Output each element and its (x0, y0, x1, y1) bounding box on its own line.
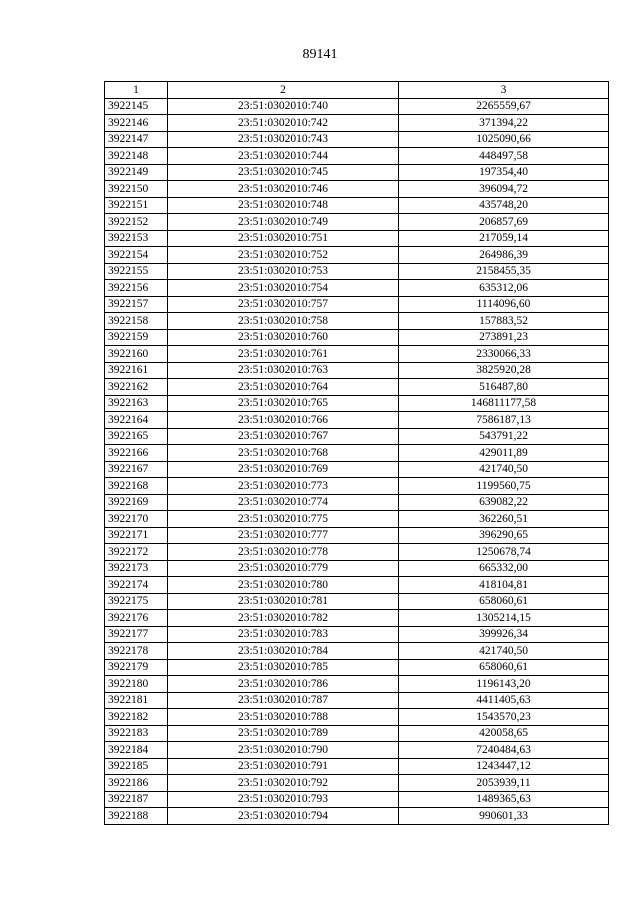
value-cell: 7240484,63 (399, 742, 609, 759)
value-cell: 2330066,33 (399, 346, 609, 363)
value-cell: 1305214,15 (399, 610, 609, 627)
value-cell: 435748,20 (399, 197, 609, 214)
cadastral-number-cell: 23:51:0302010:793 (168, 791, 399, 808)
cadastral-number-cell: 23:51:0302010:789 (168, 725, 399, 742)
table-row (105, 362, 609, 379)
row-number-cell: 3922159 (105, 329, 168, 346)
value-cell: 1196143,20 (399, 676, 609, 693)
cadastral-number-cell: 23:51:0302010:749 (168, 214, 399, 231)
value-cell: 1114096,60 (399, 296, 609, 313)
value-cell: 421740,50 (399, 461, 609, 478)
table-row (105, 395, 609, 412)
row-number-cell: 3922160 (105, 346, 168, 363)
cadastral-number-cell: 23:51:0302010:744 (168, 148, 399, 165)
value-cell: 543791,22 (399, 428, 609, 445)
row-number-cell: 3922185 (105, 758, 168, 775)
row-number-cell: 3922183 (105, 725, 168, 742)
row-number-cell: 3922165 (105, 428, 168, 445)
table-row (105, 263, 609, 280)
table-row (105, 791, 609, 808)
row-number-cell: 3922178 (105, 643, 168, 660)
row-number-cell: 3922172 (105, 544, 168, 561)
value-cell: 2158455,35 (399, 263, 609, 280)
table-row (105, 709, 609, 726)
table-row (105, 428, 609, 445)
row-number-cell: 3922156 (105, 280, 168, 297)
value-cell: 206857,69 (399, 214, 609, 231)
table-row (105, 544, 609, 561)
value-cell: 273891,23 (399, 329, 609, 346)
table-row (105, 296, 609, 313)
cadastral-number-cell: 23:51:0302010:764 (168, 379, 399, 396)
cadastral-number-cell: 23:51:0302010:773 (168, 478, 399, 495)
table-row (105, 412, 609, 429)
row-number-cell: 3922158 (105, 313, 168, 330)
row-number-cell: 3922147 (105, 131, 168, 148)
page-number: 89141 (302, 47, 338, 62)
table-row (105, 164, 609, 181)
table-row (105, 346, 609, 363)
row-number-cell: 3922187 (105, 791, 168, 808)
value-cell: 1199560,75 (399, 478, 609, 495)
row-number-cell: 3922153 (105, 230, 168, 247)
table-row (105, 181, 609, 198)
value-cell: 264986,39 (399, 247, 609, 264)
row-number-cell: 3922164 (105, 412, 168, 429)
table-row (105, 494, 609, 511)
table-body (105, 98, 609, 824)
row-number-cell: 3922163 (105, 395, 168, 412)
value-cell: 157883,52 (399, 313, 609, 330)
cadastral-number-cell: 23:51:0302010:792 (168, 775, 399, 792)
row-number-cell: 3922162 (105, 379, 168, 396)
table-row (105, 247, 609, 264)
cadastral-number-cell: 23:51:0302010:783 (168, 626, 399, 643)
value-cell: 1543570,23 (399, 709, 609, 726)
table-row (105, 379, 609, 396)
table-row (105, 610, 609, 627)
cadastral-number-cell: 23:51:0302010:782 (168, 610, 399, 627)
value-cell: 371394,22 (399, 115, 609, 132)
table-row (105, 593, 609, 610)
row-number-cell: 3922146 (105, 115, 168, 132)
value-cell: 421740,50 (399, 643, 609, 660)
value-cell: 418104,81 (399, 577, 609, 594)
cadastral-number-cell: 23:51:0302010:745 (168, 164, 399, 181)
table-row (105, 131, 609, 148)
cadastral-number-cell: 23:51:0302010:781 (168, 593, 399, 610)
row-number-cell: 3922148 (105, 148, 168, 165)
cadastral-number-cell: 23:51:0302010:765 (168, 395, 399, 412)
table-row (105, 197, 609, 214)
row-number-cell: 3922186 (105, 775, 168, 792)
cadastral-number-cell: 23:51:0302010:758 (168, 313, 399, 330)
value-cell: 665332,00 (399, 560, 609, 577)
cadastral-number-cell: 23:51:0302010:775 (168, 511, 399, 528)
table-row (105, 758, 609, 775)
table-row (105, 461, 609, 478)
row-number-cell: 3922176 (105, 610, 168, 627)
cadastral-number-cell: 23:51:0302010:761 (168, 346, 399, 363)
table-row (105, 98, 609, 115)
value-cell: 516487,80 (399, 379, 609, 396)
cadastral-number-cell: 23:51:0302010:769 (168, 461, 399, 478)
value-cell: 3825920,28 (399, 362, 609, 379)
value-cell: 1025090,66 (399, 131, 609, 148)
value-cell: 420058,65 (399, 725, 609, 742)
cadastral-number-cell: 23:51:0302010:740 (168, 98, 399, 115)
table-row (105, 445, 609, 462)
cadastral-number-cell: 23:51:0302010:780 (168, 577, 399, 594)
cadastral-number-cell: 23:51:0302010:791 (168, 758, 399, 775)
row-number-cell: 3922169 (105, 494, 168, 511)
cadastral-number-cell: 23:51:0302010:748 (168, 197, 399, 214)
row-number-cell: 3922145 (105, 98, 168, 115)
value-cell: 146811177,58 (399, 395, 609, 412)
table-row (105, 725, 609, 742)
table-row (105, 676, 609, 693)
table-row (105, 230, 609, 247)
row-number-cell: 3922168 (105, 478, 168, 495)
row-number-cell: 3922150 (105, 181, 168, 198)
row-number-cell: 3922166 (105, 445, 168, 462)
row-number-cell: 3922188 (105, 808, 168, 825)
row-number-cell: 3922171 (105, 527, 168, 544)
value-cell: 7586187,13 (399, 412, 609, 429)
cadastral-number-cell: 23:51:0302010:753 (168, 263, 399, 280)
value-cell: 217059,14 (399, 230, 609, 247)
value-cell: 399926,34 (399, 626, 609, 643)
value-cell: 429011,89 (399, 445, 609, 462)
row-number-cell: 3922184 (105, 742, 168, 759)
row-number-cell: 3922149 (105, 164, 168, 181)
cadastral-number-cell: 23:51:0302010:752 (168, 247, 399, 264)
cadastral-number-cell: 23:51:0302010:785 (168, 659, 399, 676)
cadastral-number-cell: 23:51:0302010:788 (168, 709, 399, 726)
column-header-3: 3 (399, 82, 609, 99)
value-cell: 197354,40 (399, 164, 609, 181)
table-row (105, 478, 609, 495)
row-number-cell: 3922179 (105, 659, 168, 676)
table-row (105, 329, 609, 346)
cadastral-number-cell: 23:51:0302010:774 (168, 494, 399, 511)
data-table (104, 81, 609, 825)
table-row (105, 808, 609, 825)
row-number-cell: 3922182 (105, 709, 168, 726)
row-number-cell: 3922174 (105, 577, 168, 594)
row-number-cell: 3922177 (105, 626, 168, 643)
value-cell: 2265559,67 (399, 98, 609, 115)
cadastral-number-cell: 23:51:0302010:754 (168, 280, 399, 297)
table-row (105, 626, 609, 643)
table-row (105, 214, 609, 231)
row-number-cell: 3922152 (105, 214, 168, 231)
cadastral-number-cell: 23:51:0302010:786 (168, 676, 399, 693)
cadastral-number-cell: 23:51:0302010:790 (168, 742, 399, 759)
table-row (105, 643, 609, 660)
table-row (105, 742, 609, 759)
cadastral-number-cell: 23:51:0302010:768 (168, 445, 399, 462)
value-cell: 990601,33 (399, 808, 609, 825)
row-number-cell: 3922173 (105, 560, 168, 577)
cadastral-number-cell: 23:51:0302010:743 (168, 131, 399, 148)
table-row (105, 280, 609, 297)
row-number-cell: 3922180 (105, 676, 168, 693)
value-cell: 1250678,74 (399, 544, 609, 561)
table-header-row (105, 82, 609, 99)
value-cell: 396094,72 (399, 181, 609, 198)
cadastral-number-cell: 23:51:0302010:751 (168, 230, 399, 247)
row-number-cell: 3922154 (105, 247, 168, 264)
value-cell: 448497,58 (399, 148, 609, 165)
value-cell: 639082,22 (399, 494, 609, 511)
value-cell: 1489365,63 (399, 791, 609, 808)
cadastral-number-cell: 23:51:0302010:766 (168, 412, 399, 429)
row-number-cell: 3922170 (105, 511, 168, 528)
value-cell: 658060,61 (399, 593, 609, 610)
value-cell: 635312,06 (399, 280, 609, 297)
row-number-cell: 3922155 (105, 263, 168, 280)
table-row (105, 527, 609, 544)
value-cell: 362260,51 (399, 511, 609, 528)
table-row (105, 313, 609, 330)
cadastral-number-cell: 23:51:0302010:784 (168, 643, 399, 660)
value-cell: 1243447,12 (399, 758, 609, 775)
cadastral-number-cell: 23:51:0302010:763 (168, 362, 399, 379)
cadastral-number-cell: 23:51:0302010:760 (168, 329, 399, 346)
cadastral-number-cell: 23:51:0302010:767 (168, 428, 399, 445)
cadastral-number-cell: 23:51:0302010:742 (168, 115, 399, 132)
row-number-cell: 3922161 (105, 362, 168, 379)
cadastral-number-cell: 23:51:0302010:787 (168, 692, 399, 709)
value-cell: 396290,65 (399, 527, 609, 544)
cadastral-number-cell: 23:51:0302010:779 (168, 560, 399, 577)
cadastral-number-cell: 23:51:0302010:746 (168, 181, 399, 198)
table-row (105, 775, 609, 792)
cadastral-number-cell: 23:51:0302010:794 (168, 808, 399, 825)
row-number-cell: 3922181 (105, 692, 168, 709)
table-row (105, 577, 609, 594)
row-number-cell: 3922151 (105, 197, 168, 214)
value-cell: 2053939,11 (399, 775, 609, 792)
row-number-cell: 3922175 (105, 593, 168, 610)
row-number-cell: 3922167 (105, 461, 168, 478)
value-cell: 658060,61 (399, 659, 609, 676)
row-number-cell: 3922157 (105, 296, 168, 313)
table-row (105, 115, 609, 132)
column-header-1: 1 (105, 82, 168, 99)
cadastral-number-cell: 23:51:0302010:777 (168, 527, 399, 544)
value-cell: 4411405,63 (399, 692, 609, 709)
table-row (105, 560, 609, 577)
table-row (105, 511, 609, 528)
cadastral-number-cell: 23:51:0302010:757 (168, 296, 399, 313)
column-header-2: 2 (168, 82, 399, 99)
table-row (105, 659, 609, 676)
table-row (105, 692, 609, 709)
cadastral-number-cell: 23:51:0302010:778 (168, 544, 399, 561)
table-row (105, 148, 609, 165)
